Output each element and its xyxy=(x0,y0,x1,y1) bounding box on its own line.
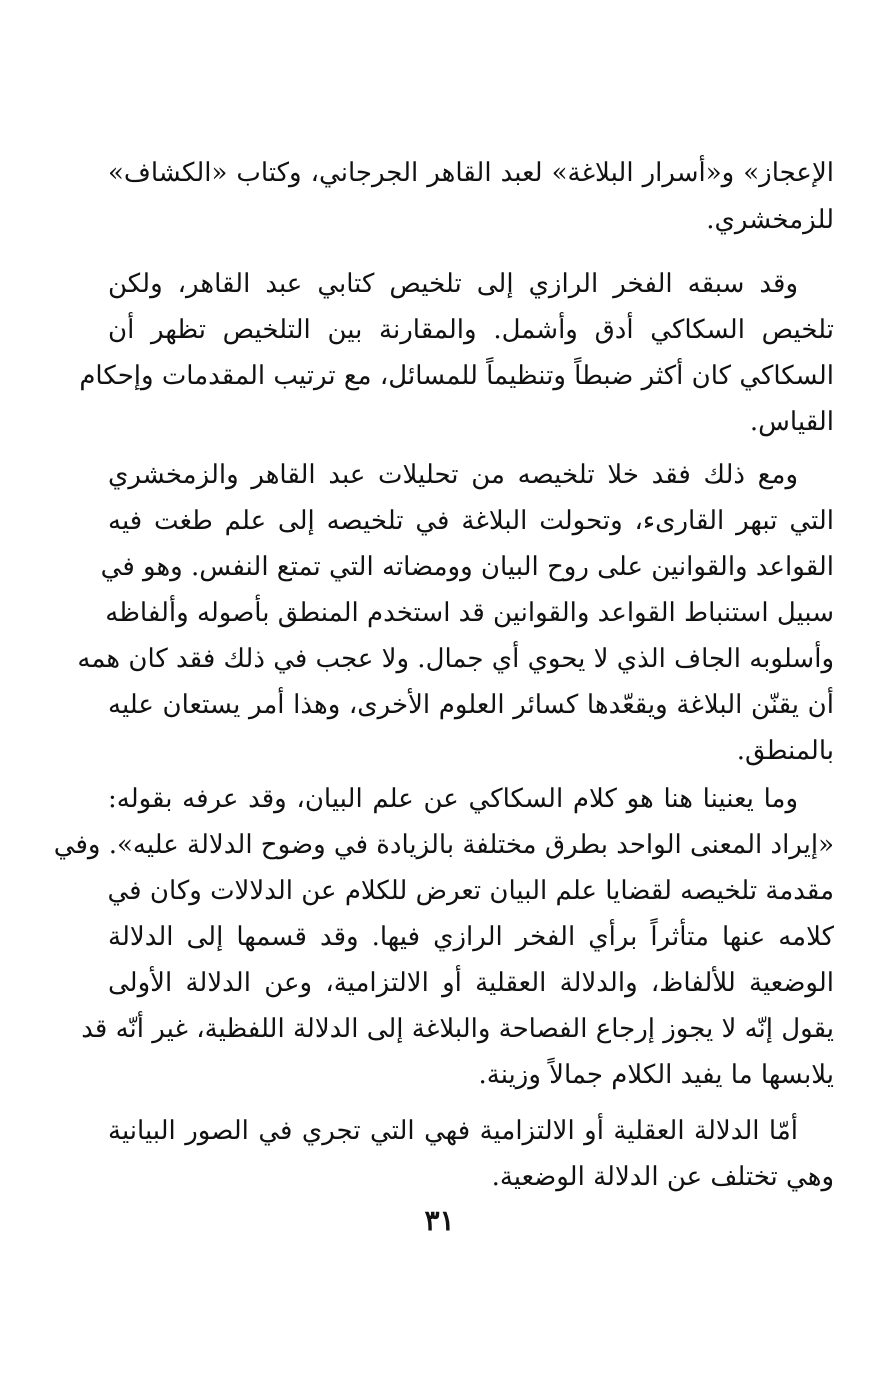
text-line: القواعد والقوانين على روح البيان وومضاته التي تمتع النفس. وهو في xyxy=(100,552,834,582)
page-number: ٣١ xyxy=(424,1204,455,1237)
text-line: السكاكي كان أكثر ضبطاً وتنظيماً للمسائل، مع ترتيب المقدمات وإحكام xyxy=(79,361,834,391)
text-line: كلامه عنها متأثراً برأي الفخر الرازي فيها. وقد قسمها إلى الدلالة xyxy=(108,922,834,952)
paragraph-first-line: وقد سبقه الفخر الرازي إلى تلخيص كتابي عبد القاهر، ولكن xyxy=(108,269,798,299)
paragraph-first-line: أمّا الدلالة العقلية أو الالتزامية فهي التي تجري في الصور البيانية xyxy=(108,1116,798,1146)
paragraph-first-line: ومع ذلك فقد خلا تلخيصه من تحليلات عبد القاهر والزمخشري xyxy=(108,460,799,490)
text-line: «إيراد المعنى الواحد بطرق مختلفة بالزيادة في وضوح الدلالة عليه». وفي xyxy=(53,830,834,860)
text-line: سبيل استنباط القواعد والقوانين قد استخدم المنطق بأصوله وألفاظه xyxy=(105,598,834,628)
text-line: يقول إنّه لا يجوز إرجاع الفصاحة والبلاغة إلى الدلالة اللفظية، غير أنّه قد xyxy=(81,1014,834,1044)
text-line: القياس. xyxy=(749,407,834,437)
text-line: وهي تختلف عن الدلالة الوضعية. xyxy=(491,1162,834,1192)
text-line: للزمخشري. xyxy=(706,205,834,235)
paragraph-first-line: وما يعنينا هنا هو كلام السكاكي عن علم البيان، وقد عرفه بقوله: xyxy=(108,784,798,814)
text-line: التي تبهر القارىء، وتحولت البلاغة في تلخيصه إلى علم طغت فيه xyxy=(108,506,834,536)
text-line: مقدمة تلخيصه لقضايا علم البيان تعرض للكلام عن الدلالات وكان في xyxy=(107,876,834,906)
text-line: الإعجاز» و«أسرار البلاغة» لعبد القاهر الجرجاني، وكتاب «الكشاف» xyxy=(108,158,834,188)
text-line: أن يقنّن البلاغة ويقعّدها كسائر العلوم الأخرى، وهذا أمر يستعان عليه xyxy=(108,690,834,720)
text-line: الوضعية للألفاظ، والدلالة العقلية أو الالتزامية، وعن الدلالة الأولى xyxy=(108,968,834,998)
text-line: بالمنطق. xyxy=(736,736,834,766)
text-line: وأسلوبه الجاف الذي لا يحوي أي جمال. ولا عجب في ذلك فقد كان همه xyxy=(77,644,834,674)
text-line: يلابسها ما يفيد الكلام جمالاً وزينة. xyxy=(478,1060,834,1090)
text-line: تلخيص السكاكي أدق وأشمل. والمقارنة بين التلخيص تظهر أن xyxy=(108,315,834,345)
